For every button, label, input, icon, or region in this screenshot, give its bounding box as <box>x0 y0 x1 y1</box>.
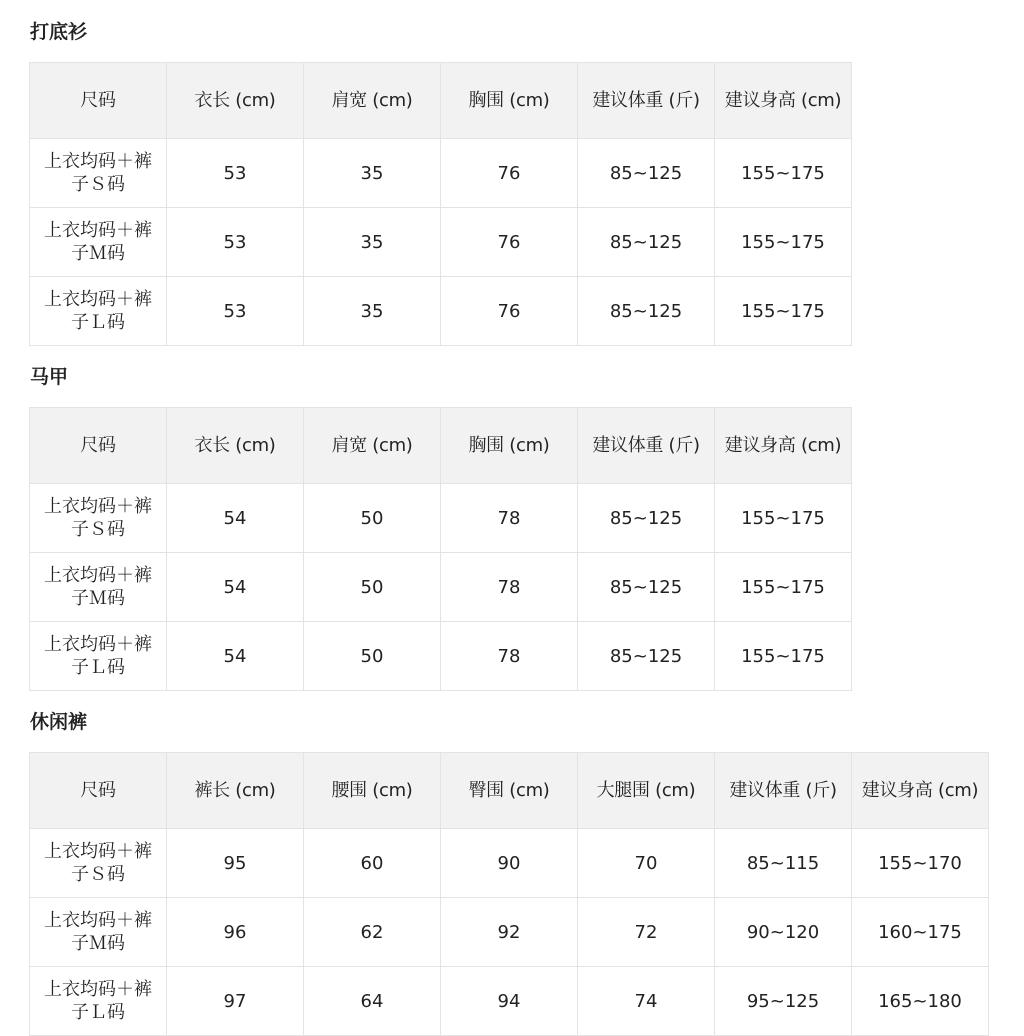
table-cell: 85~125 <box>578 553 715 622</box>
table-row <box>30 277 852 346</box>
size-cell: 上衣均码＋裤子Ｓ码 <box>30 829 167 898</box>
table-cell: 95~125 <box>715 967 852 1036</box>
table-header-row <box>30 753 989 829</box>
column-header: 腰围 (cm) <box>304 753 441 829</box>
table-cell: 155~175 <box>715 622 852 691</box>
table-cell: 96 <box>167 898 304 967</box>
table-cell: 54 <box>167 553 304 622</box>
table-cell: 85~125 <box>578 208 715 277</box>
column-header: 建议身高 (cm) <box>715 63 852 139</box>
table-cell: 90~120 <box>715 898 852 967</box>
table-cell: 94 <box>441 967 578 1036</box>
table-cell: 50 <box>304 553 441 622</box>
table-cell: 155~175 <box>715 139 852 208</box>
column-header: 建议体重 (斤) <box>715 753 852 829</box>
table-cell: 78 <box>441 622 578 691</box>
size-cell: 上衣均码＋裤子Ｓ码 <box>30 484 167 553</box>
table-row <box>30 622 852 691</box>
column-header: 胸围 (cm) <box>441 63 578 139</box>
table-cell: 85~125 <box>578 622 715 691</box>
column-header: 衣长 (cm) <box>167 63 304 139</box>
size-cell: 上衣均码＋裤子Ｌ码 <box>30 622 167 691</box>
table-cell: 35 <box>304 208 441 277</box>
size-cell: 上衣均码＋裤子Ｍ码 <box>30 208 167 277</box>
table-cell: 54 <box>167 622 304 691</box>
table-row <box>30 208 852 277</box>
table-cell: 165~180 <box>852 967 989 1036</box>
column-header: 臀围 (cm) <box>441 753 578 829</box>
column-header: 尺码 <box>30 63 167 139</box>
column-header: 裤长 (cm) <box>167 753 304 829</box>
size-cell: 上衣均码＋裤子Ｌ码 <box>30 277 167 346</box>
table-cell: 78 <box>441 484 578 553</box>
table-cell: 85~125 <box>578 484 715 553</box>
table-cell: 60 <box>304 829 441 898</box>
table-cell: 62 <box>304 898 441 967</box>
table-cell: 53 <box>167 139 304 208</box>
table-cell: 155~170 <box>852 829 989 898</box>
table-cell: 78 <box>441 553 578 622</box>
column-header: 建议体重 (斤) <box>578 408 715 484</box>
table-row <box>30 139 852 208</box>
column-header: 胸围 (cm) <box>441 408 578 484</box>
column-header: 衣长 (cm) <box>167 408 304 484</box>
table-row <box>30 898 989 967</box>
size-cell: 上衣均码＋裤子Ｌ码 <box>30 967 167 1036</box>
size-cell: 上衣均码＋裤子Ｓ码 <box>30 139 167 208</box>
table-header-row <box>30 63 852 139</box>
table-cell: 160~175 <box>852 898 989 967</box>
table-cell: 76 <box>441 139 578 208</box>
column-header: 建议体重 (斤) <box>578 63 715 139</box>
table-cell: 76 <box>441 208 578 277</box>
table-cell: 50 <box>304 484 441 553</box>
table-cell: 76 <box>441 277 578 346</box>
section-title-casual-pants: 休闲裤 <box>30 711 88 733</box>
table-cell: 155~175 <box>715 208 852 277</box>
table-cell: 54 <box>167 484 304 553</box>
table-cell: 155~175 <box>715 553 852 622</box>
table-cell: 74 <box>578 967 715 1036</box>
table-cell: 72 <box>578 898 715 967</box>
table-cell: 155~175 <box>715 277 852 346</box>
table-cell: 85~125 <box>578 139 715 208</box>
table-cell: 155~175 <box>715 484 852 553</box>
section-title-vest: 马甲 <box>30 366 69 388</box>
size-cell: 上衣均码＋裤子Ｍ码 <box>30 898 167 967</box>
column-header: 尺码 <box>30 408 167 484</box>
section-title-undershirt: 打底衫 <box>30 21 88 43</box>
size-table-undershirt <box>29 62 852 346</box>
table-row <box>30 829 989 898</box>
table-cell: 53 <box>167 277 304 346</box>
table-cell: 35 <box>304 139 441 208</box>
column-header: 建议身高 (cm) <box>715 408 852 484</box>
table-row <box>30 484 852 553</box>
column-header: 尺码 <box>30 753 167 829</box>
column-header: 建议身高 (cm) <box>852 753 989 829</box>
size-table-vest <box>29 407 852 691</box>
size-cell: 上衣均码＋裤子Ｍ码 <box>30 553 167 622</box>
table-cell: 90 <box>441 829 578 898</box>
table-cell: 50 <box>304 622 441 691</box>
table-cell: 35 <box>304 277 441 346</box>
column-header: 肩宽 (cm) <box>304 63 441 139</box>
table-cell: 95 <box>167 829 304 898</box>
table-row <box>30 553 852 622</box>
column-header: 肩宽 (cm) <box>304 408 441 484</box>
table-header-row <box>30 408 852 484</box>
table-row <box>30 967 989 1036</box>
table-cell: 53 <box>167 208 304 277</box>
table-cell: 85~115 <box>715 829 852 898</box>
table-cell: 64 <box>304 967 441 1036</box>
table-cell: 97 <box>167 967 304 1036</box>
table-cell: 92 <box>441 898 578 967</box>
size-table-casual-pants <box>29 752 989 1036</box>
column-header: 大腿围 (cm) <box>578 753 715 829</box>
table-cell: 85~125 <box>578 277 715 346</box>
table-cell: 70 <box>578 829 715 898</box>
